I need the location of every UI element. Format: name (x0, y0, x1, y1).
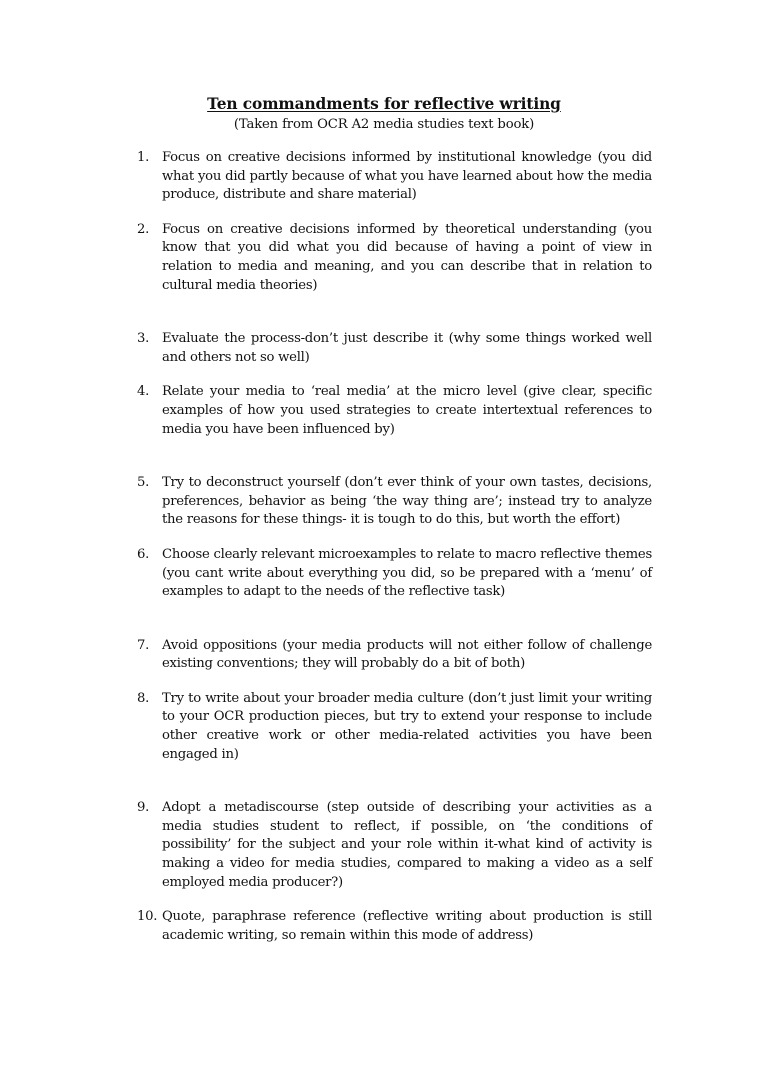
item-text: Avoid oppositions (your media products will not either follow of challenge existing conventions; they will probably do a bit of both) (162, 637, 652, 672)
list-item (137, 330, 652, 367)
list-item (137, 546, 652, 602)
list-item (137, 690, 652, 764)
list-item (137, 383, 652, 439)
item-number: 5. (137, 475, 150, 491)
item-number: 9. (137, 800, 150, 816)
item-text: Quote, paraphrase reference (reflective writing about production is still academic writing, so remain within this mode of address) (162, 909, 652, 943)
item-number: 7. (137, 637, 150, 653)
item-text: Relate your media to ‘real media’ at the micro level (give clear, specific examples of how you used strategies to create intertextual references to media you have been influenced by) (162, 384, 652, 437)
item-number: 3. (137, 331, 150, 347)
item-text: Adopt a metadiscourse (step outside of describing your activities as a media studies student to reflect, if possible, on ‘the conditions of possibility’ for the subject and your role within it-what kind of activity is making a video for media studies, compared to making a video as a self employed media producer?) (162, 800, 652, 890)
list-item (137, 908, 652, 945)
document-subtitle: (Taken from OCR A2 media studies text book) (233, 117, 535, 132)
list-item (137, 221, 652, 295)
item-number: 1. (137, 150, 150, 165)
item-text: Try to deconstruct yourself (don’t ever think of your own tastes, decisions, preferences, behavior as being ‘the way thing are’; instead try to analyze the reasons for these things- it is tough to do this, but worth the effort) (162, 475, 652, 528)
item-text: Focus on creative decisions informed by theoretical understanding (you know that you did what you did because of having a point of view in relation to media and meaning, and you can describe that in relation to cultural media theories) (162, 221, 652, 293)
item-text: Choose clearly relevant microexamples to relate to macro reflective themes (you cant write about everything you did, so be prepared with a ‘menu’ of examples to adapt to the needs of the reflective task) (162, 546, 652, 600)
item-number: 6. (137, 546, 150, 562)
item-text: Evaluate the process-don’t just describe it (why some things worked well and others not so well) (162, 331, 652, 365)
list-item (137, 474, 652, 530)
commandments-list (137, 149, 652, 945)
item-number: 10. (137, 909, 158, 925)
document-title: Ten commandments for reflective writing (207, 95, 561, 113)
item-number: 4. (137, 384, 150, 400)
item-number: 2. (137, 221, 150, 237)
list-item (137, 799, 652, 892)
list-item (137, 149, 652, 205)
item-number: 8. (137, 690, 150, 706)
list-item (137, 637, 652, 674)
item-text: Try to write about your broader media culture (don’t just limit your writing to your OCR production pieces, but try to extend your response to include other creative work or other media-related activities you have been engaged in) (162, 690, 652, 762)
item-text: Focus on creative decisions informed by institutional knowledge (you did what you did partly because of what you have learned about how the media produce, distribute and share material) (162, 150, 652, 203)
